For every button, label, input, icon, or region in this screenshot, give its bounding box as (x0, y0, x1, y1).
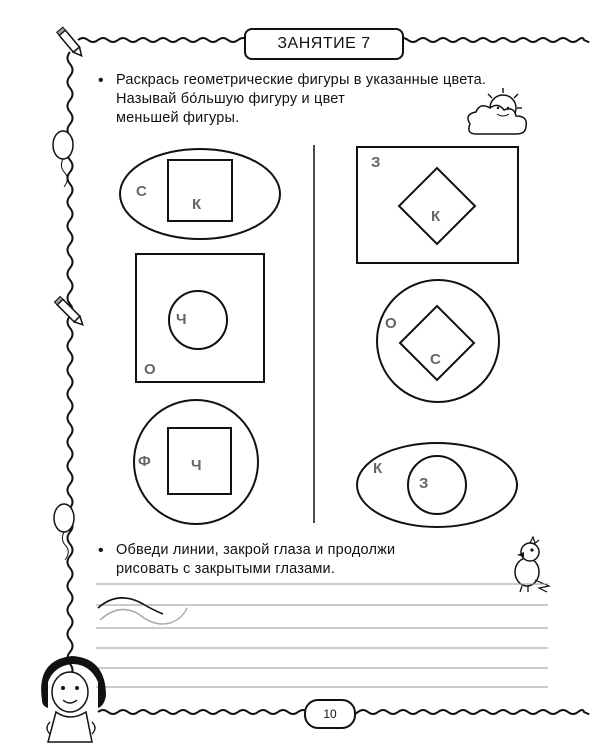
figure-6-outer-letter: К (373, 460, 383, 477)
task-2-line-1: Обведи линии, закрой глаза и продолжи (116, 542, 396, 558)
task-2-instructions (98, 541, 496, 579)
lesson-title-text: ЗАНЯТИЕ 7 (277, 35, 371, 52)
figure-4-outer-rectangle (357, 147, 518, 263)
figure-1-outer-letter: С (136, 183, 147, 200)
task-2-line-2: рисовать с закрытыми глазами. (116, 561, 336, 577)
task-1-line-3: меньшей фигуры. (116, 110, 240, 126)
figure-4-outer-letter: З (371, 154, 381, 171)
figure-6-inner-letter: З (419, 475, 429, 492)
figure-5-inner-diamond (400, 306, 474, 380)
bullet-icon: • (98, 72, 104, 89)
task-1-line-2: Называй бо́льшую фигуру и цвет (116, 91, 345, 107)
pencil-icon (57, 27, 85, 58)
figure-5-inner-letter: С (430, 351, 441, 368)
trace-wave-light (100, 608, 187, 624)
task-1-instructions (98, 71, 536, 128)
page-number (304, 699, 356, 729)
figure-4-inner-letter: К (431, 208, 441, 225)
writing-lines (96, 584, 548, 687)
figure-5-outer-letter: О (385, 315, 397, 332)
figure-5-outer-circle (377, 280, 499, 402)
trace-wave-dark (98, 598, 163, 614)
page-number-text: 10 (323, 707, 337, 721)
figure-1-inner-letter: К (192, 196, 202, 213)
pencil-icon (54, 296, 85, 327)
lesson-title (244, 28, 404, 60)
figure-3-outer-letter: Ф (138, 453, 151, 470)
figure-4-inner-diamond (399, 168, 475, 244)
figure-6-inner-circle (408, 456, 466, 514)
figure-2-outer-letter: О (144, 361, 156, 378)
task-1-line-1: Раскрась геометрические фигуры в указанные цвета. (116, 72, 487, 88)
figure-3-inner-letter: Ч (191, 457, 202, 474)
figure-2-inner-letter: Ч (176, 311, 187, 328)
bullet-icon: • (98, 542, 104, 559)
girl-icon (41, 656, 106, 742)
